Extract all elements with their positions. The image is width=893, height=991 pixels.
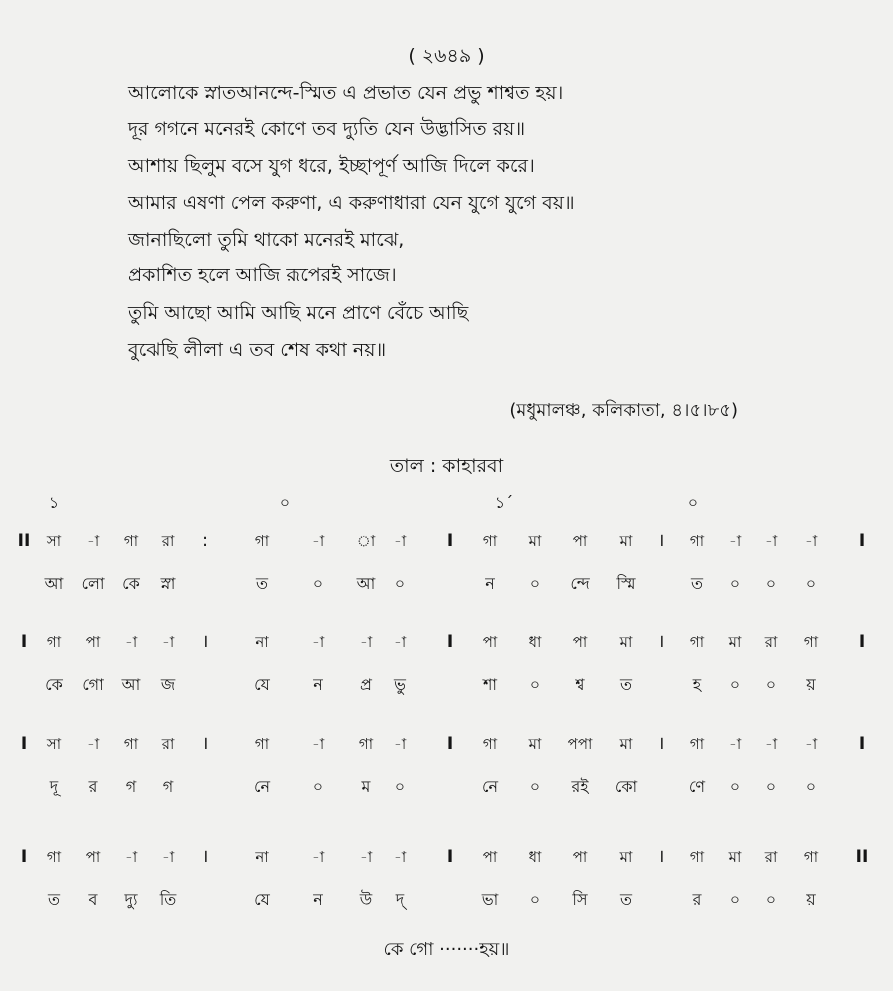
- swara-note: গা: [254, 735, 270, 753]
- lyric-syllable: ব: [88, 890, 98, 909]
- lyric-syllable: য়: [806, 675, 816, 694]
- lyric-syllable: কে: [122, 574, 140, 593]
- lyric-syllable: য়: [806, 890, 816, 909]
- swara-note: রা: [161, 735, 175, 753]
- swara-note: রা: [161, 532, 175, 550]
- lyric-syllable: ০: [394, 777, 406, 796]
- lyric-syllable: ন: [313, 890, 323, 909]
- lyric-line: জানাছিলো তুমি থাকো মনেরই মাঝে,: [128, 229, 405, 251]
- swara-note: সা: [46, 735, 62, 753]
- swara-note: -া: [161, 633, 175, 651]
- swara-note: পা: [572, 532, 588, 550]
- lyric-syllable: স্মি: [616, 574, 636, 593]
- bar-line: I: [446, 531, 454, 551]
- swara-note: গা: [358, 735, 374, 753]
- beat-marker: ১: [48, 493, 60, 512]
- lyric-syllable: যে: [254, 675, 270, 694]
- swara-note: -া: [311, 633, 325, 651]
- swara-note: -া: [804, 735, 818, 753]
- swara-note: গা: [689, 633, 705, 651]
- swara-note: পা: [572, 848, 588, 866]
- lyric-syllable: গো: [82, 675, 104, 694]
- lyric-syllable: ন্দে: [570, 574, 590, 593]
- bar-line: I: [446, 734, 454, 754]
- bar-line: ।: [657, 733, 665, 754]
- swara-note: -া: [86, 735, 100, 753]
- swara-note: -া: [359, 633, 373, 651]
- swara-note: মা: [728, 633, 742, 651]
- lyric-syllable: র: [88, 777, 98, 796]
- lyric-syllable: ন: [313, 675, 323, 694]
- lyric-line: আশায় ছিলুম বসে যুগ ধরে, ইচ্ছাপূর্ণ আজি দিলে করে।: [128, 155, 535, 177]
- swara-note: -া: [764, 532, 778, 550]
- lyric-syllable: ০: [312, 574, 324, 593]
- lyric-syllable: ত: [255, 574, 269, 593]
- lyric-syllable: ০: [729, 675, 741, 694]
- swara-note: না: [255, 633, 269, 651]
- lyric-line: প্রকাশিত হলে আজি রূপেরই সাজে।: [128, 264, 397, 286]
- lyric-syllable: স্না: [160, 574, 176, 593]
- lyric-syllable: ০: [805, 574, 817, 593]
- lyric-syllable: ত: [690, 574, 704, 593]
- swara-note: পা: [85, 633, 101, 651]
- swara-note: না: [255, 848, 269, 866]
- swara-note: মা: [528, 735, 542, 753]
- swara-note: গা: [689, 848, 705, 866]
- swara-note: -া: [124, 848, 138, 866]
- swara-note: পা: [482, 848, 498, 866]
- swara-note: মা: [619, 848, 633, 866]
- swara-note: মা: [619, 633, 633, 651]
- swara-note: -া: [161, 848, 175, 866]
- swara-note: -া: [311, 848, 325, 866]
- swara-note: গা: [46, 848, 62, 866]
- lyric-syllable: ০: [765, 777, 777, 796]
- lyric-syllable: ০: [312, 777, 324, 796]
- lyric-syllable: শ্ব: [575, 675, 585, 694]
- bar-line: I: [20, 847, 28, 867]
- lyric-syllable: ০: [765, 890, 777, 909]
- lyric-line: তুমি আছো আমি আছি মনে প্রাণে বেঁচে আছি: [128, 302, 469, 324]
- swara-note: পা: [572, 633, 588, 651]
- lyric-syllable: ম: [361, 777, 371, 796]
- source-note: (মধুমালঞ্চ, কলিকাতা, ৪।৫।৮৫): [509, 400, 738, 421]
- lyric-syllable: উ: [359, 890, 373, 909]
- swara-note: গা: [254, 532, 270, 550]
- bar-line: ।: [201, 846, 209, 867]
- lyric-syllable: ০: [529, 890, 541, 909]
- lyric-syllable: শা: [482, 675, 498, 694]
- bar-line: I: [446, 632, 454, 652]
- lyric-syllable: দ্: [395, 890, 405, 909]
- song-number: ( ২৬৪৯ ): [408, 45, 485, 67]
- lyric-syllable: নে: [253, 777, 271, 796]
- lyric-syllable: যে: [254, 890, 270, 909]
- swara-note: রা: [764, 633, 778, 651]
- lyric-syllable: ০: [529, 675, 541, 694]
- bar-line: I: [20, 734, 28, 754]
- swara-note: -া: [311, 735, 325, 753]
- swara-note: গা: [803, 848, 819, 866]
- lyric-syllable: জ: [160, 675, 176, 694]
- swara-note: -া: [728, 735, 742, 753]
- swara-note: -া: [728, 532, 742, 550]
- lyric-line: আমার এষণা পেল করুণা, এ করুণাধারা যেন যুগে যুগে বয়॥: [128, 192, 575, 214]
- bar-line: ।: [657, 530, 665, 551]
- lyric-syllable: আ: [356, 574, 376, 593]
- lyric-syllable: তি: [159, 890, 177, 909]
- lyric-syllable: প্র: [360, 675, 372, 694]
- lyric-syllable: ০: [765, 574, 777, 593]
- lyric-syllable: র: [692, 890, 702, 909]
- swara-note: গা: [123, 532, 139, 550]
- lyric-syllable: সি: [572, 890, 588, 909]
- swara-note: গা: [482, 735, 498, 753]
- swara-note: -া: [804, 532, 818, 550]
- swara-note: মা: [619, 735, 633, 753]
- lyric-syllable: ০: [805, 777, 817, 796]
- swara-note: গা: [46, 633, 62, 651]
- swara-note: গা: [482, 532, 498, 550]
- bar-line: ।: [201, 631, 209, 652]
- swara-note: মা: [728, 848, 742, 866]
- lyric-syllable: ০: [729, 574, 741, 593]
- lyric-syllable: দ্যু: [124, 890, 138, 909]
- lyric-syllable: ত: [619, 675, 633, 694]
- swara-note: রা: [764, 848, 778, 866]
- swara-note: -া: [86, 532, 100, 550]
- lyric-line: বুঝেছি লীলা এ তব শেষ কথা নয়॥: [128, 339, 387, 361]
- swara-note: -া: [311, 532, 325, 550]
- bar-line: I: [858, 632, 866, 652]
- swara-note: -া: [764, 735, 778, 753]
- swara-note: গা: [689, 532, 705, 550]
- lyric-syllable: গ: [125, 777, 137, 796]
- lyric-syllable: হ: [692, 675, 702, 694]
- lyric-syllable: ০: [529, 574, 541, 593]
- lyric-syllable: ০: [394, 574, 406, 593]
- beat-marker: ০: [687, 493, 699, 512]
- lyric-syllable: ণে: [688, 777, 706, 796]
- beat-marker: ১´: [494, 493, 514, 512]
- lyric-syllable: ০: [765, 675, 777, 694]
- lyric-syllable: গ: [162, 777, 174, 796]
- bar-line: ।: [201, 733, 209, 754]
- swara-note: পপা: [567, 735, 593, 753]
- lyric-syllable: ০: [729, 777, 741, 796]
- lyric-syllable: ভু: [394, 675, 406, 694]
- lyric-line: দূর গগনে মনেরই কোণে তব দ্যুতি যেন উদ্ভাসিত রয়॥: [128, 118, 526, 140]
- bar-line: ।: [657, 631, 665, 652]
- swara-note: গা: [123, 735, 139, 753]
- lyric-syllable: আ: [44, 574, 64, 593]
- lyric-syllable: ন: [485, 574, 495, 593]
- lyric-syllable: লো: [81, 574, 105, 593]
- bar-line: I: [858, 531, 866, 551]
- bar-line: I: [20, 632, 28, 652]
- lyric-syllable: রই: [571, 777, 589, 796]
- swara-note: মা: [619, 532, 633, 550]
- beat-marker: ০: [279, 493, 291, 512]
- lyric-syllable: ত: [619, 890, 633, 909]
- swara-note: সা: [46, 532, 62, 550]
- swara-note: -া: [393, 633, 407, 651]
- lyric-syllable: দূ: [49, 777, 59, 796]
- bar-line: ।: [657, 846, 665, 867]
- lyric-syllable: আ: [121, 675, 141, 694]
- bar-line: I: [446, 847, 454, 867]
- lyric-line: আলোকে স্নাতআনন্দে-স্মিত এ প্রভাত যেন প্রভু শাশ্বত হয়।: [128, 82, 564, 104]
- lyric-syllable: ত: [47, 890, 61, 909]
- swara-note: -া: [393, 848, 407, 866]
- lyric-syllable: কো: [614, 777, 638, 796]
- swara-note: ধা: [528, 633, 542, 651]
- bar-line: :: [201, 530, 209, 551]
- lyric-syllable: নে: [481, 777, 499, 796]
- taal-label: তাল : কাহারবা: [389, 455, 504, 477]
- swara-note: -া: [393, 735, 407, 753]
- lyric-syllable: ভা: [481, 890, 499, 909]
- swara-note: পা: [85, 848, 101, 866]
- bar-line: I: [858, 734, 866, 754]
- lyric-syllable: ০: [529, 777, 541, 796]
- swara-note: -া: [393, 532, 407, 550]
- swara-note: -া: [124, 633, 138, 651]
- swara-note: গা: [803, 633, 819, 651]
- swara-note: পা: [482, 633, 498, 651]
- lyric-syllable: ০: [729, 890, 741, 909]
- swara-note: া: [356, 532, 376, 550]
- swara-note: -া: [359, 848, 373, 866]
- closing-refrain: কে গো ·······হয়॥: [383, 939, 510, 960]
- bar-line: II: [17, 531, 31, 551]
- swara-note: গা: [689, 735, 705, 753]
- swara-note: মা: [528, 532, 542, 550]
- swara-note: ধা: [528, 848, 542, 866]
- bar-line: II: [855, 847, 869, 867]
- lyric-syllable: কে: [45, 675, 63, 694]
